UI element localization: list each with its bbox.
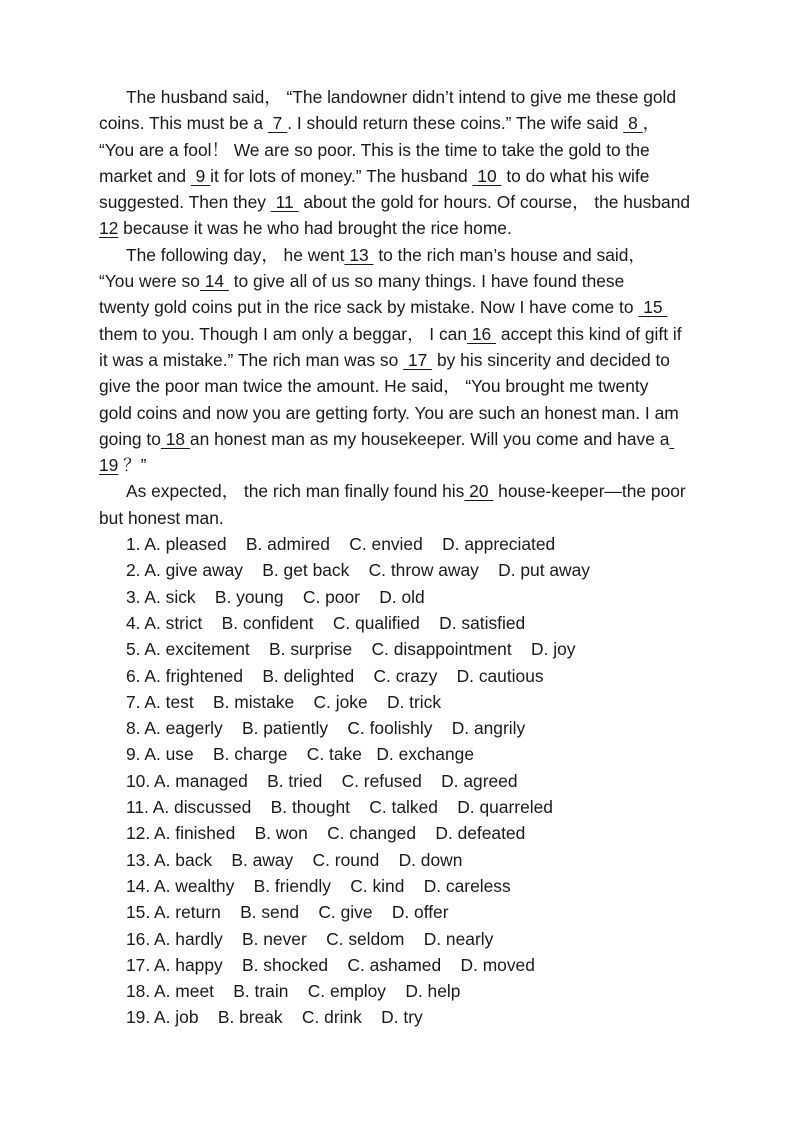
text-line — [99, 400, 709, 426]
blank-number: 10 — [472, 165, 502, 186]
blank-number: 8 — [623, 113, 643, 134]
option-item: 3. A. sick B. young C. poor D. old — [126, 586, 425, 607]
blank-number: 11 — [270, 192, 299, 213]
option-item: 14. A. wealthy B. friendly C. kind D. careless — [126, 875, 511, 896]
text-run: ？” — [118, 455, 147, 476]
text-line — [99, 163, 709, 189]
text-line — [99, 189, 709, 215]
text-line — [99, 347, 709, 373]
text-run: an honest man as my housekeeper. Will you come and have a — [189, 428, 670, 449]
text-run: “You were so — [99, 271, 200, 292]
text-run: As expected， the rich man finally found his — [126, 481, 465, 502]
text-run: accept this kind of gift if — [496, 323, 682, 344]
blank-number: 15 — [638, 297, 668, 318]
text-line — [99, 110, 709, 136]
text-line — [99, 84, 709, 110]
text-line — [99, 215, 709, 241]
option-item: 4. A. strict B. confident C. qualified D. satisfied — [126, 612, 526, 633]
text-run: to the rich man’s house and said， — [373, 244, 646, 265]
text-line — [99, 478, 709, 504]
paragraph-2 — [99, 242, 709, 479]
text-run: twenty gold coins put in the rice sack by mistake. Now I have come to — [99, 297, 639, 318]
blank-number: 20 — [464, 481, 494, 502]
blank-number — [669, 429, 674, 449]
text-run: “You are a fool！ We are so poor. This is the time to take the gold to the — [99, 139, 650, 160]
text-line — [99, 137, 709, 163]
text-run: . I should return these coins.” The wife said — [287, 113, 624, 134]
blank-number: 19 — [99, 455, 119, 476]
text-run: it for lots of money.” The husband — [210, 165, 473, 186]
blank-number: 12 — [99, 218, 119, 239]
blank-number: 9 — [190, 165, 211, 186]
text-run: them to you. Though I am only a beggar， I can — [99, 323, 467, 344]
text-run: ， — [642, 113, 661, 134]
text-run: it was a mistake.” The rich man was so — [99, 349, 404, 370]
option-item: 1. A. pleased B. admired C. envied D. appreciated — [126, 534, 556, 555]
blank-number: 17 — [403, 349, 433, 370]
blank-number: 13 — [344, 244, 374, 265]
option-item: 7. A. test B. mistake C. joke D. trick — [126, 691, 442, 712]
text-line — [99, 321, 709, 347]
blank-number: 7 — [267, 113, 288, 134]
text-run: about the gold for hours. Of course， the husband — [298, 192, 691, 213]
text-run: market and — [99, 165, 191, 186]
text-run: suggested. Then they — [99, 192, 271, 213]
paragraph-1 — [99, 84, 709, 242]
option-item: 9. A. use B. charge C. take D. exchange — [126, 744, 474, 765]
blank-number: 14 — [199, 271, 229, 292]
text-line — [99, 373, 709, 399]
text-run: because it was he who had brought the rice home. — [118, 218, 512, 239]
option-item: 12. A. finished B. won C. changed D. defeated — [126, 823, 526, 844]
text-line — [99, 294, 709, 320]
option-item: 5. A. excitement B. surprise C. disappointment D. joy — [126, 639, 576, 660]
paragraph-3 — [99, 478, 709, 531]
option-item: 2. A. give away B. get back C. throw away D. put away — [126, 560, 590, 581]
option-item: 13. A. back B. away C. round D. down — [126, 849, 463, 870]
text-run: give the poor man twice the amount. He said， “You brought me twenty — [99, 376, 649, 397]
text-run: The husband said， “The landowner didn’t intend to give me these gold — [126, 87, 677, 107]
blank-number: 16 — [467, 323, 497, 344]
text-run: but honest man. — [99, 507, 224, 528]
option-item: 11. A. discussed B. thought C. talked D. quarreled — [126, 797, 553, 818]
option-item: 10. A. managed B. tried C. refused D. agreed — [126, 770, 518, 791]
text-run: going to — [99, 428, 161, 449]
text-run: house-keeper—the poor — [493, 481, 686, 502]
document-text — [99, 84, 709, 1031]
text-line — [99, 242, 709, 268]
option-item: 19. A. job B. break C. drink D. try — [126, 1007, 423, 1028]
text-run: to give all of us so many things. I have found these — [228, 271, 625, 292]
text-run: by his sincerity and decided to — [432, 349, 670, 370]
text-line — [99, 426, 709, 452]
options-list — [99, 531, 709, 1031]
text-line — [99, 505, 709, 531]
text-line — [99, 268, 709, 294]
blank-number: 18 — [160, 428, 190, 449]
option-item: 18. A. meet B. train C. employ D. help — [126, 981, 461, 1002]
text-run: The following day， he went — [126, 244, 345, 265]
text-run: coins. This must be a — [99, 113, 268, 134]
option-item: 8. A. eagerly B. patiently C. foolishly D. angrily — [126, 718, 526, 739]
text-run: gold coins and now you are getting forty. You are such an honest man. I am — [99, 402, 679, 423]
option-item: 16. A. hardly B. never C. seldom D. nearly — [126, 928, 494, 949]
option-item: 6. A. frightened B. delighted C. crazy D. cautious — [126, 665, 544, 686]
text-run: to do what his wife — [501, 165, 650, 186]
option-item: 17. A. happy B. shocked C. ashamed D. moved — [126, 954, 535, 975]
text-line — [99, 452, 709, 478]
option-item: 15. A. return B. send C. give D. offer — [126, 902, 449, 923]
